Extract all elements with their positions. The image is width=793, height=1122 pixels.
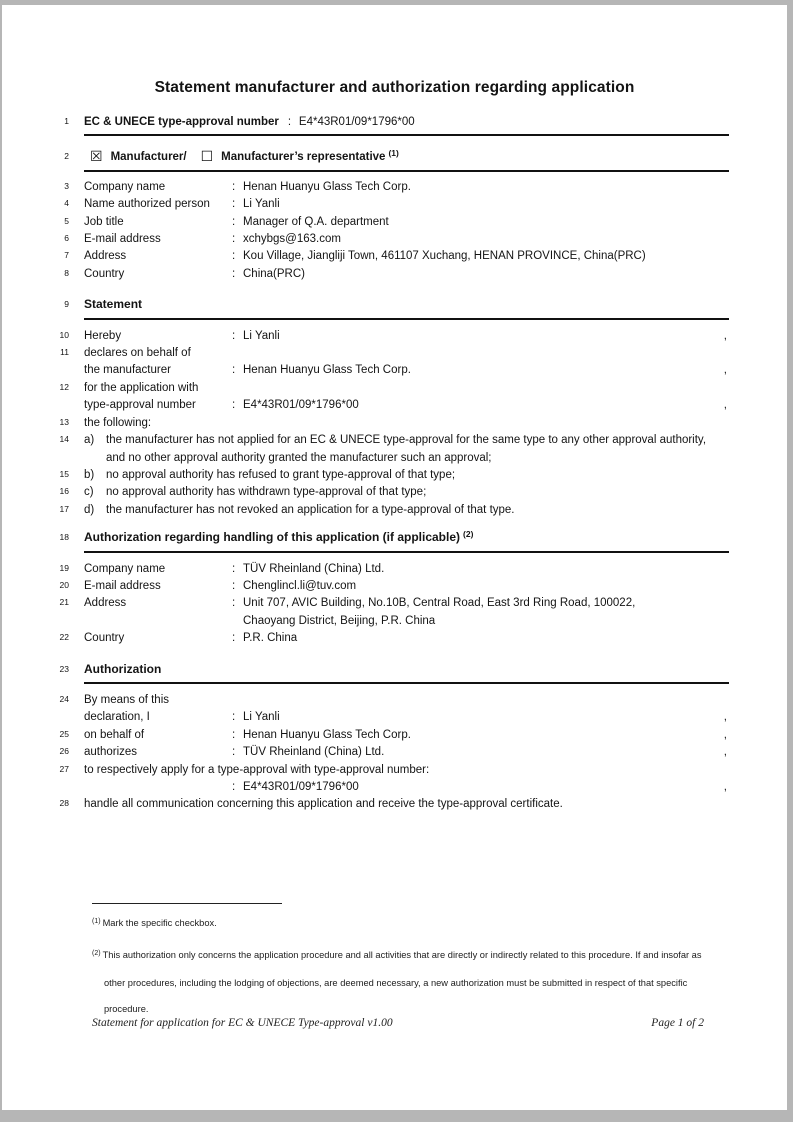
item-letter: d): [84, 503, 95, 516]
colon-separator: :: [232, 399, 236, 412]
field-label: declares on behalf of: [84, 347, 191, 360]
line-number: 18: [59, 532, 69, 543]
line-number: 22: [59, 632, 69, 643]
colon-separator: :: [232, 250, 236, 263]
item-text: the manufacturer has not revoked an application for a type-approval of that type.: [106, 503, 515, 516]
item-text: no approval authority has withdrawn type-approval of that type;: [106, 486, 427, 499]
line-number: 24: [59, 693, 69, 704]
footnote-2: [92, 942, 714, 1022]
field-label: Job title: [84, 215, 124, 228]
colon-separator: :: [232, 579, 236, 592]
field-value: TÜV Rheinland (China) Ltd.: [243, 746, 385, 759]
field-value: E4*43R01/09*1796*00: [243, 399, 359, 412]
job-title-row: [2, 214, 787, 231]
line-number: 16: [59, 486, 69, 497]
agent-country-row: [2, 630, 787, 647]
section-divider: [84, 318, 729, 320]
by-means-row: [2, 692, 787, 709]
section-divider: [84, 682, 729, 684]
line-number: 1: [64, 116, 69, 126]
footer-document-name: Statement for application for EC & UNECE Type-approval v1.00: [92, 1017, 393, 1029]
authorization-heading-row: [2, 661, 787, 679]
field-label: on behalf of: [84, 728, 145, 741]
page-footer: [92, 1017, 704, 1029]
email-row: [2, 231, 787, 248]
field-value: E4*43R01/09*1796*00: [243, 781, 359, 793]
line-number: 26: [59, 746, 69, 757]
trailing-comma: ,: [723, 781, 727, 793]
line-number: 5: [64, 215, 69, 226]
apply-text: to respectively apply for a type-approval with type-approval number:: [84, 763, 430, 776]
agent-address-row: [2, 595, 787, 612]
statement-heading-row: [2, 296, 787, 314]
line-number: 28: [59, 798, 69, 809]
statement-item-a: [2, 432, 787, 467]
apply-row: [2, 762, 787, 779]
line-number: 10: [59, 329, 69, 340]
field-value: Henan Huanyu Glass Tech Corp.: [243, 728, 411, 741]
line-number: 8: [64, 267, 69, 278]
agent-address-row-line2: [2, 613, 787, 630]
field-label: Country: [84, 267, 125, 280]
field-value: Li Yanli: [243, 198, 280, 211]
statement-heading: Statement: [84, 297, 143, 312]
type-approval-number-row: [2, 397, 787, 414]
colon-separator: :: [232, 329, 236, 342]
section-divider: [84, 134, 729, 136]
apply-number-row: [2, 779, 787, 796]
field-value: Henan Huanyu Glass Tech Corp.: [243, 180, 411, 193]
colon-separator: :: [232, 746, 236, 759]
line-number: 15: [59, 468, 69, 479]
field-label: Address: [84, 597, 127, 610]
field-value: Henan Huanyu Glass Tech Corp.: [243, 364, 411, 377]
manufacturer-name-row: [2, 362, 787, 379]
trailing-comma: ,: [723, 746, 727, 759]
field-value: Li Yanli: [243, 711, 280, 724]
manufacturer-label: Manufacturer/: [110, 151, 187, 164]
trailing-comma: ,: [723, 728, 727, 741]
line-number: 13: [59, 416, 69, 427]
field-value: TÜV Rheinland (China) Ltd.: [243, 562, 385, 575]
country-row: [2, 266, 787, 283]
field-label: authorizes: [84, 746, 138, 759]
field-value: P.R. China: [243, 632, 298, 645]
on-behalf-row: [2, 727, 787, 744]
colon-separator: :: [232, 728, 236, 741]
item-text: the manufacturer has not applied for an EC & UNECE type-approval for the same type to any other approval authority, and no other approval authority granted the manufacturer such an approval;: [106, 434, 707, 464]
line-number: 6: [64, 233, 69, 244]
field-value: xchybgs@163.com: [243, 233, 341, 246]
manufacturer-checkbox-checked-icon[interactable]: ☒: [90, 148, 103, 165]
representative-label: Manufacturer’s representative: [221, 151, 386, 164]
field-value: Chaoyang District, Beijing, P.R. China: [243, 614, 436, 627]
authorization-handling-heading: Authorization regarding handling of this application (if applicable): [84, 530, 461, 545]
section-divider: [84, 551, 729, 553]
trailing-comma: ,: [723, 711, 727, 724]
line-number: 27: [59, 763, 69, 774]
field-value: Li Yanli: [243, 329, 280, 342]
line-number: 20: [59, 579, 69, 590]
colon-separator: :: [232, 597, 236, 610]
approval-number-label: EC & UNECE type-approval number: [84, 116, 279, 128]
trailing-comma: ,: [723, 329, 727, 342]
address-row: [2, 248, 787, 265]
line-number: 4: [64, 198, 69, 209]
authorization-heading: Authorization: [84, 661, 162, 676]
authorized-person-row: [2, 196, 787, 213]
field-label: Address: [84, 250, 127, 263]
statement-item-b: [2, 467, 787, 484]
colon-separator: :: [232, 781, 236, 793]
agent-email-row: [2, 578, 787, 595]
footnote-2-marker: (2): [92, 949, 101, 957]
footnotes-block: [92, 903, 714, 1022]
line-number: 2: [64, 151, 69, 162]
line-number: 17: [59, 503, 69, 514]
field-value: Kou Village, Jiangliji Town, 461107 Xuchang, HENAN PROVINCE, China(PRC): [243, 250, 646, 263]
by-means-text: By means of this: [84, 693, 170, 706]
application-with-row: [2, 380, 787, 397]
declares-row: [2, 345, 787, 362]
trailing-comma: ,: [723, 399, 727, 412]
colon-separator: :: [287, 116, 292, 128]
footnote-1: [92, 916, 714, 932]
colon-separator: :: [232, 711, 236, 724]
colon-separator: :: [232, 215, 236, 228]
company-name-row: [2, 179, 787, 196]
handle-text: handle all communication concerning this application and receive the type-approval certificate.: [84, 798, 563, 811]
trailing-comma: ,: [723, 364, 727, 377]
field-value: China(PRC): [243, 267, 305, 280]
field-label: Company name: [84, 562, 166, 575]
field-value: Chenglincl.li@tuv.com: [243, 579, 357, 592]
footer-page-number: Page 1 of 2: [651, 1017, 704, 1029]
field-label: E-mail address: [84, 233, 161, 246]
document-title: Statement manufacturer and authorization regarding application: [154, 79, 635, 96]
footnote-1-text: Mark the specific checkbox.: [102, 918, 217, 928]
agent-company-name-row: [2, 561, 787, 578]
authorization-handling-heading-row: [2, 529, 787, 547]
colon-separator: :: [232, 364, 236, 377]
footnote-separator: [92, 903, 282, 904]
colon-separator: :: [232, 198, 236, 211]
line-number: 25: [59, 728, 69, 739]
item-letter: b): [84, 468, 95, 481]
declaration-row: [2, 709, 787, 726]
representative-checkbox-unchecked-icon[interactable]: ☐: [200, 148, 214, 165]
field-label: E-mail address: [84, 579, 161, 592]
footnote-2-text: This authorization only concerns the application procedure and all activities that are directly or indirectly related to this procedure. If and insofar as other procedures, including the lodging of objections, are deemed necessary, a new authorization must be submitted in respect of that specific procedure.: [102, 950, 702, 1014]
statement-item-c: [2, 484, 787, 501]
line-number: 21: [59, 597, 69, 608]
line-number: 9: [64, 299, 69, 310]
field-value: Unit 707, AVIC Building, No.10B, Central Road, East 3rd Ring Road, 100022,: [243, 597, 636, 610]
line-number: 23: [59, 663, 69, 674]
item-letter: c): [84, 486, 94, 499]
colon-separator: :: [232, 267, 236, 280]
colon-separator: :: [232, 562, 236, 575]
line-number: 14: [59, 434, 69, 445]
colon-separator: :: [232, 233, 236, 246]
following-text: the following:: [84, 416, 152, 429]
line-number: 12: [59, 381, 69, 392]
field-label: declaration, I: [84, 711, 150, 724]
field-value: Manager of Q.A. department: [243, 215, 389, 228]
line-number: 19: [59, 562, 69, 573]
section-divider: [84, 170, 729, 172]
approval-number-row: [2, 114, 787, 131]
line-number: 7: [64, 250, 69, 261]
item-text: no approval authority has refused to grant type-approval of that type;: [106, 468, 456, 481]
field-label: Company name: [84, 180, 166, 193]
field-label: Name authorized person: [84, 198, 210, 211]
statement-item-d: [2, 502, 787, 519]
footnote-1-marker: (1): [92, 917, 101, 925]
colon-separator: :: [232, 180, 236, 193]
handle-communication-row: [2, 796, 787, 813]
field-label: the manufacturer: [84, 364, 171, 377]
field-label: type-approval number: [84, 399, 196, 412]
approval-number-value: E4*43R01/09*1796*00: [298, 116, 415, 128]
footnote-1-reference: (1): [388, 148, 399, 159]
document-page: [2, 5, 787, 1110]
role-selection-row: [2, 147, 787, 166]
line-number: 3: [64, 180, 69, 191]
item-letter: a): [84, 434, 95, 447]
colon-separator: :: [232, 632, 236, 645]
footnote-2-reference: (2): [463, 529, 474, 540]
field-label: for the application with: [84, 381, 199, 394]
field-label: Country: [84, 632, 125, 645]
line-number: 11: [60, 347, 69, 358]
following-row: [2, 415, 787, 432]
hereby-row: [2, 328, 787, 345]
authorizes-row: [2, 744, 787, 761]
field-label: Hereby: [84, 329, 122, 342]
